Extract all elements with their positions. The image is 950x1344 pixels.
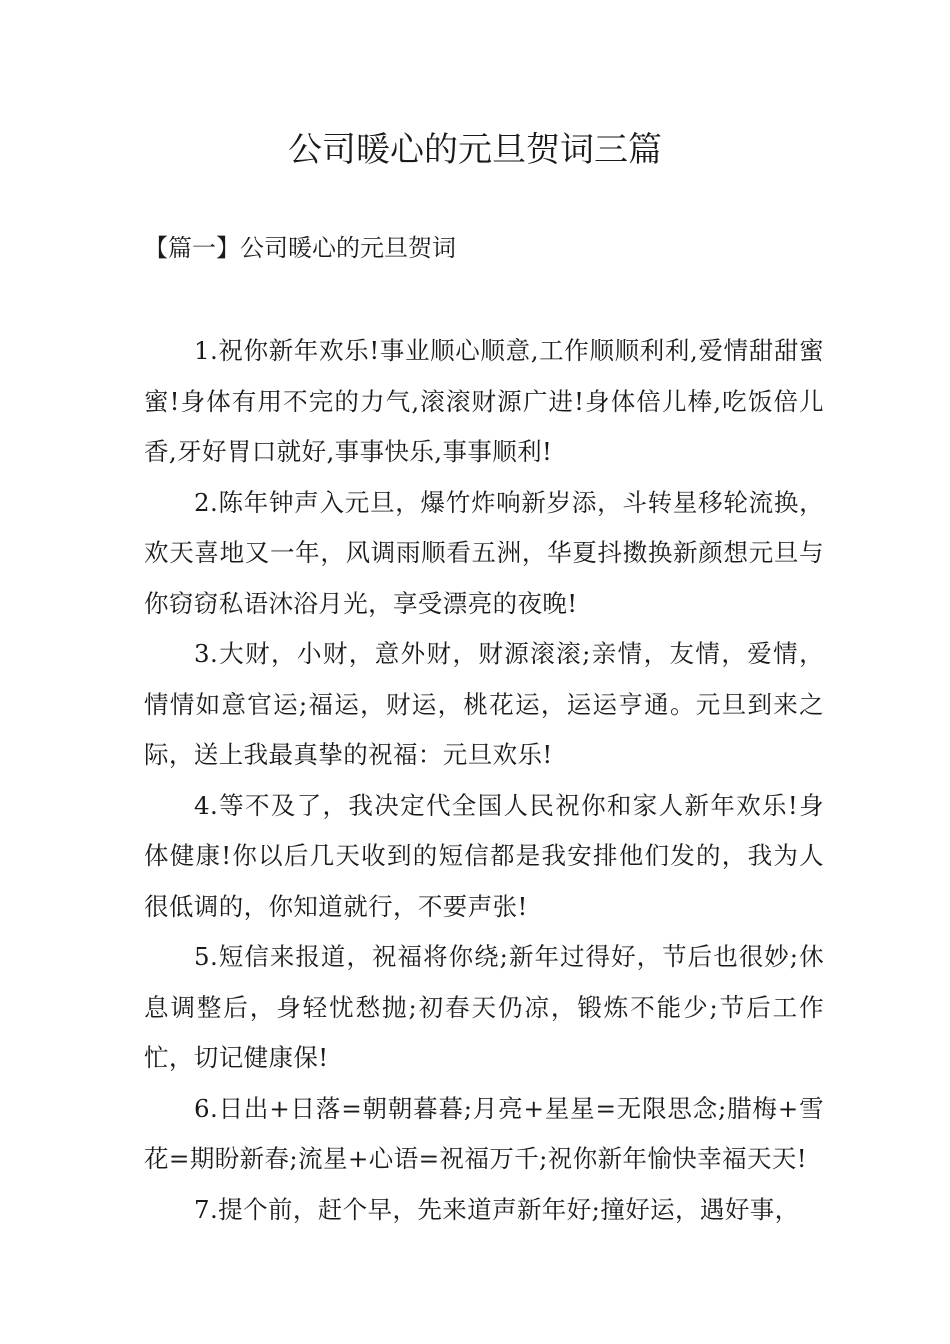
paragraph-4: 4.等不及了，我决定代全国人民祝你和家人新年欢乐!身体健康!你以后几天收到的短信都是我安排他们发的，我为人很低调的，你知道就行，不要声张! xyxy=(144,790,824,921)
paragraph-7: 7.提个前，赶个早，先来道声新年好;撞好运，遇好事， xyxy=(194,1194,800,1224)
paragraph-6: 6.日出+日落=朝朝暮暮;月亮+星星=无限思念;腊梅+雪花=期盼新春;流星+心语=祝福万千;祝你新年愉快幸福天天! xyxy=(144,1093,824,1173)
paragraph-2: 2.陈年钟声入元旦，爆竹炸响新岁添，斗转星移轮流换，欢天喜地又一年，风调雨顺看五洲，华夏抖擞换新颜想元旦与你窃窃私语沐浴月光，享受漂亮的夜晚! xyxy=(144,487,824,618)
document-body xyxy=(144,326,824,1235)
document-title: 公司暖心的元旦贺词三篇 xyxy=(288,130,662,170)
paragraph-3: 3.大财，小财，意外财，财源滚滚;亲情，友情，爱情，情情如意官运;福运，财运，桃花运，运运亨通。元旦到来之际，送上我最真挚的祝福：元旦欢乐! xyxy=(144,639,824,769)
paragraph-5: 5.短信来报道，祝福将你绕;新年过得好，节后也很妙;休息调整后，身轻忧愁抛;初春天仍凉，锻炼不能少;节后工作忙，切记健康保! xyxy=(144,942,824,1072)
section-heading: 【篇一】公司暖心的元旦贺词 xyxy=(144,234,456,262)
paragraph-1: 1.祝你新年欢乐!事业顺心顺意,工作顺顺利利,爱情甜甜蜜蜜!身体有用不完的力气,滚滚财源广进!身体倍儿棒,吃饭倍儿香,牙好胃口就好,事事快乐,事事顺利! xyxy=(144,336,824,466)
